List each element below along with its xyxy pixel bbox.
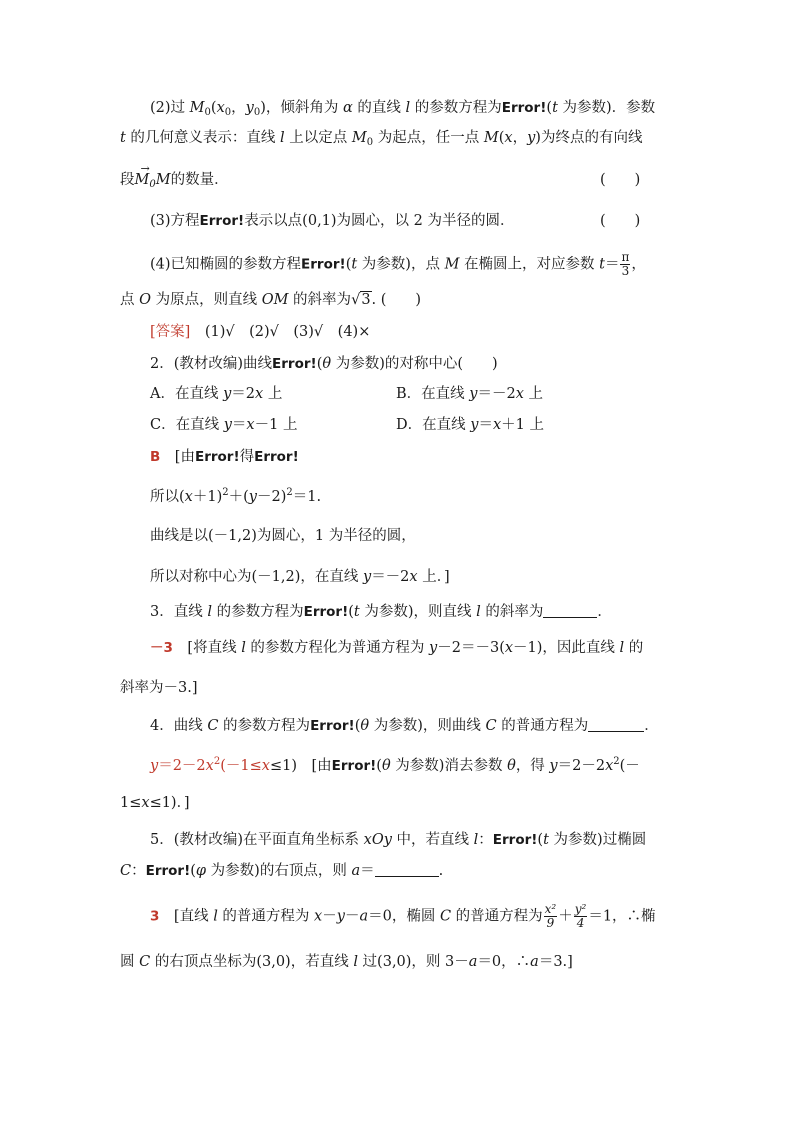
q2-solution-line4: 所以对称中心为(－1,2)，在直线 y＝－2x 上．]	[150, 569, 450, 585]
q1-item2-line1: (2)过 $M_0(x_0$，$y_0$)，倾斜角为 α 的直线 l 的参数方程为Error!(t 为参数)．参数	[150, 100, 656, 118]
q2-solution-line2: 所以$(x+1)^2+(y-2)^2=1$.	[150, 487, 322, 505]
q1-item2-paren[interactable]: ( )	[600, 172, 641, 188]
q2-stem: 2．(教材改编)曲线Error!(θ 为参数)的对称中心( )	[150, 356, 498, 372]
q5-stem-line2: C：Error!(φ 为参数)的右顶点，则 a＝ .	[120, 863, 444, 879]
q1-item3-paren[interactable]: ( )	[600, 213, 641, 229]
q2-option-d[interactable]: D．在直线 y＝x＋1 上	[396, 417, 544, 433]
q2-solution-line3: 曲线是以(－1,2)为圆心，1 为半径的圆，	[150, 528, 416, 544]
fraction-pi-over-3: $\frac{\pi}{3}$	[621, 250, 630, 278]
q5-solution-line1: 3 [直线 l 的普通方程为 x－y－a＝0，椭圆 C 的普通方程为 $\frac{\text{x²}}{9}$ ＋ $\frac{\text{y²}}{4}$ ＝1，∴椭	[150, 902, 656, 930]
q4-solution-line2: 1≤x≤1)．]	[120, 795, 190, 811]
q1-item2-line3: 段 → $M_0M$的数量．	[120, 170, 229, 195]
fraction-x2-over-9: $\frac{\text{x²}}{9}$	[544, 902, 557, 930]
q1-item2-line2: t 的几何意义表示：直线 l 上以定点 $M_0$ 为起点，任一点 M(x，y)为终点的有向线	[120, 130, 643, 148]
q1-item4-line2: 点 O 为原点，则直线 OM 的斜率为√3. ( )	[120, 292, 422, 308]
q2-option-b[interactable]: B．在直线 y＝－2x 上	[396, 386, 543, 402]
q5-stem-line1: 5．(教材改编)在平面直角坐标系 xOy 中，若直线 l：Error!(t 为参数)过椭圆	[150, 832, 647, 848]
q5-answer-blank[interactable]	[375, 862, 439, 877]
q4-answer-blank[interactable]	[588, 717, 644, 732]
q3-solution-line2: 斜率为－3.]	[120, 680, 198, 696]
q3-stem: 3．直线 l 的参数方程为Error!(t 为参数)，则直线 l 的斜率为 ．	[150, 604, 612, 620]
q1-item3: (3)方程Error!表示以点(0,1)为圆心，以 2 为半径的圆．	[150, 213, 515, 229]
q3-answer-blank[interactable]	[543, 603, 597, 618]
q2-solution-line1: B [由Error!得Error!	[150, 449, 299, 465]
q2-option-a[interactable]: A．在直线 y＝2x 上	[150, 386, 283, 402]
q3-solution-line1: －3 [将直线 l 的参数方程化为普通方程为 y－2＝－3(x－1)，因此直线 l 的	[150, 640, 644, 656]
fraction-y2-over-4: $\frac{\text{y²}}{4}$	[574, 902, 587, 930]
q1-item4-line1: (4)已知椭圆的参数方程Error!(t 为参数)，点 M 在椭圆上，对应参数 t＝ $\frac{\pi}{3}$ ，	[150, 250, 646, 278]
q4-stem: 4．曲线 C 的参数方程为Error!(θ 为参数)，则曲线 C 的普通方程为 ．	[150, 718, 659, 734]
q4-solution-line1: $y=2-2x^2(-1\le x\le 1)$ [由Error!(θ 为参数)消去参数 θ，得 $y=2-2x^2(-$	[150, 756, 640, 774]
q5-solution-line2: 圆 C 的右顶点坐标为(3,0)，若直线 l 过(3,0)，则 3－a＝0，∴a＝3.]	[120, 954, 573, 970]
vector-arrow: → $M_0M$	[134, 162, 171, 190]
q2-option-c[interactable]: C．在直线 y＝x－1 上	[150, 417, 298, 433]
sqrt-3: √3	[351, 292, 371, 308]
q1-answer: [答案] (1)√ (2)√ (3)√ (4)×	[150, 324, 371, 340]
